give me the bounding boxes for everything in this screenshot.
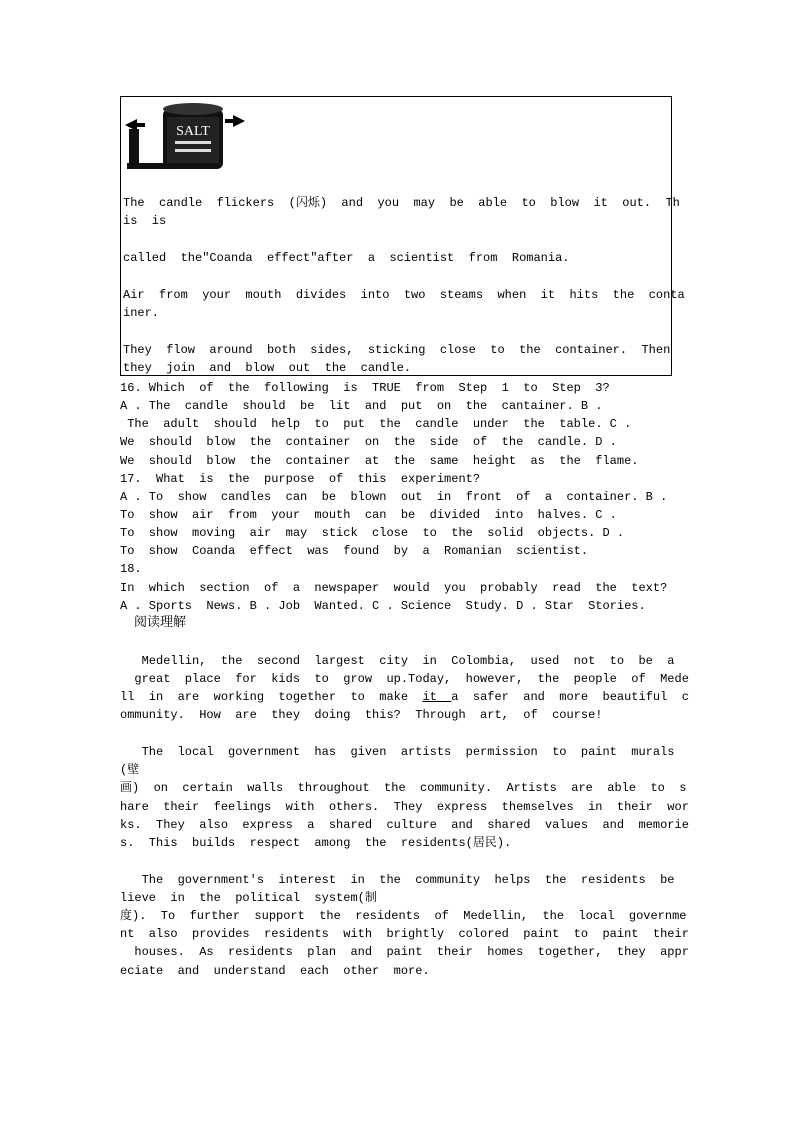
passage-line: lieve in the political system(制	[120, 891, 377, 905]
question-line: 17. What is the purpose of this experiment?	[120, 472, 481, 486]
question-line: 18.	[120, 562, 142, 576]
passage-line: The government's interest in the community helps the residents be	[120, 873, 675, 887]
passage-line: The local government has given artists permission to paint murals	[120, 745, 675, 759]
passage-text: a safer and more beautiful c	[451, 690, 689, 704]
passage-line: (壁	[120, 763, 140, 777]
box-line: Air from your mouth divides into two steams when it hits the conta	[123, 288, 685, 302]
section-title: 阅读理解	[134, 615, 187, 630]
passage-line: nt also provides residents with brightly colored paint to paint their	[120, 927, 689, 941]
question-line: A . To show candles can be blown out in front of a container. B .	[120, 490, 668, 504]
question-line: A . Sports News. B . Job Wanted. C . Science Study. D . Star Stories.	[120, 599, 646, 613]
box-line: called the"Coanda effect"after a scientist from Romania.	[123, 251, 570, 265]
passage-text: ll in are working together to make	[120, 690, 423, 704]
question-line: The adult should help to put the candle under the table. C .	[120, 417, 632, 431]
box-line: iner.	[123, 306, 160, 320]
passage-line: Medellin, the second largest city in Colombia, used not to be a	[120, 654, 675, 668]
passage-line: ommunity. How are they doing this? Through art, of course!	[120, 708, 603, 722]
passage-line: 度). To further support the residents of Medellin, the local governme	[120, 909, 687, 923]
question-line: To show Coanda effect was found by a Romanian scientist.	[120, 544, 589, 558]
salt-container-image	[123, 99, 247, 173]
passage-line: houses. As residents plan and paint their homes together, they appr	[120, 945, 689, 959]
salt-label: SALT	[176, 124, 210, 139]
passage-line	[120, 689, 689, 705]
box-line: is is	[123, 214, 167, 228]
question-line: 16. Which of the following is TRUE from Step 1 to Step 3?	[120, 381, 610, 395]
question-line: To show air from your mouth can be divided into halves. C .	[120, 508, 617, 522]
underlined-word-it: it	[422, 690, 452, 704]
passage-line: great place for kids to grow up.Today, however, the people of Mede	[120, 672, 689, 686]
experiment-box	[120, 96, 685, 376]
question-line: A . The candle should be lit and put on the cantainer. B .	[120, 399, 603, 413]
passage-line: 画) on certain walls throughout the community. Artists are able to s	[120, 781, 687, 795]
passage-line: ks. They also express a shared culture and shared values and memorie	[120, 818, 689, 832]
box-line: they join and blow out the candle.	[123, 361, 412, 375]
passage-line: eciate and understand each other more.	[120, 964, 430, 978]
box-line: The candle flickers (闪烁) and you may be able to blow it out. Th	[123, 196, 680, 210]
passage-line: s. This builds respect among the residents(居民).	[120, 836, 512, 850]
question-line: In which section of a newspaper would you probably read the text?	[120, 581, 668, 595]
question-line: To show moving air may stick close to the solid objects. D .	[120, 526, 625, 540]
question-line: We should blow the container on the side of the candle. D .	[120, 435, 617, 449]
question-line: We should blow the container at the same height as the flame.	[120, 454, 639, 468]
passage-line: hare their feelings with others. They express themselves in their wor	[120, 800, 689, 814]
box-line: They flow around both sides, sticking close to the container. Then	[123, 343, 671, 357]
